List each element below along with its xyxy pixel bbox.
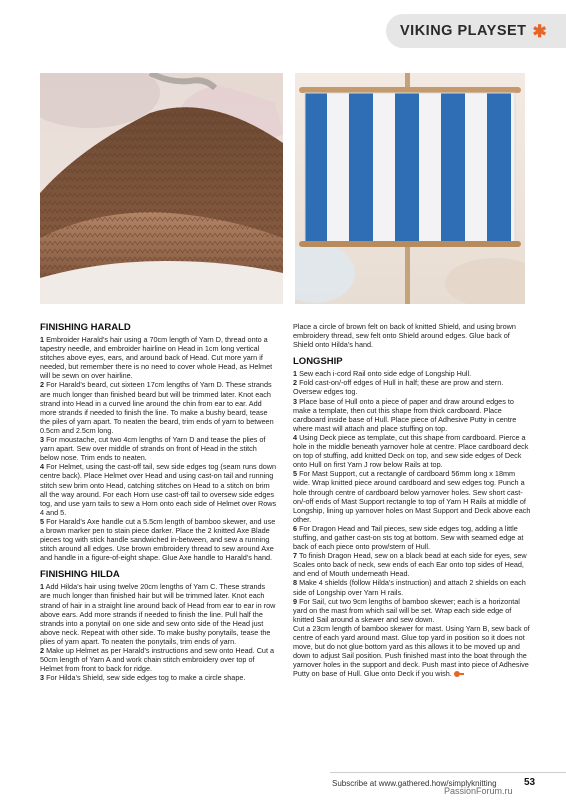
longship-step: 4 Using Deck piece as template, cut this shape from cardboard. Pierce a hole in the middle beneath yarnover hole at centre. Place cardboard deck on top of stuffing, add knitted Deck on top, and sew side edges of Deck onto Hull on first Yarn J row below Rails at top. <box>293 432 529 470</box>
finishing-harald-heading: FINISHING HARALD <box>40 322 131 333</box>
asterisk-icon: ✱ <box>532 21 547 41</box>
longship-step: 2 Fold cast-on/-off edges of Hull in half; these are prow and stern. Oversew edges tog. <box>293 378 504 397</box>
longship-mast-continued: Cut a 23cm length of bamboo skewer for mast. Using Yarn B, sew back of centre of each yard around mast. Glue top yard in position so it does not move, but do not glue bottom yard as this allows it to be moved up and down to adjust Sail position. Push finished mast into the boat through the yarnover holes in the support and deck. Push mast into piece of Adhesive Putty on base of Hull. Glue onto Deck if you wish. <box>293 623 530 679</box>
left-column <box>40 322 277 682</box>
subscribe-link[interactable]: Subscribe at www.gathered.how/simplyknitting <box>332 779 497 788</box>
longship-heading: LONGSHIP <box>293 356 343 368</box>
hilda-step: 3 For Hilda’s Shield, sew side edges tog to make a circle shape. <box>40 673 246 683</box>
section-header-tab <box>386 14 566 48</box>
longship-step: 9 For Sail, cut two 9cm lengths of bamboo skewer; each is a horizontal yard on the mast from which sail will be set. Wrap each side edge of knitted Sail around a skewer and sew down. <box>293 596 520 624</box>
longship-step: 6 For Dragon Head and Tail pieces, sew side edges tog, adding a little stuffing, and gather cast-on sts tog at bottom. Sew with seamed edge at back of each piece onto prow/stern of Hull. <box>293 523 524 552</box>
hilda-shield-continued: Place a circle of brown felt on back of knitted Shield, and using brown embroidery thread, sew felt onto Shield around edges. Glue back of Shield onto Hilda’s hand. <box>293 322 516 350</box>
harald-step: 1 Embroider Harald’s hair using a 70cm length of Yarn D, thread onto a tapestry needle, and embroider hairline on Head in 1cm long vertical stitches above eyes, ears, and around back of Head. Cut more yarn if needed, but remember there is no need to cover whole Head, as Helmet will be sewn on over hairline. <box>40 335 273 381</box>
harald-step: 4 For Helmet, using the cast-off tail, sew side edges tog (seam runs down centre back). Place Helmet over Head and using cast-on tail and running stitch sew brim onto Head, catching stitches on Head to a stitch on brim all the way around. For each Horn use cast-off tail to oversew side edges tog, and use yarn tails to sew a Horn onto each side of Helmet over Rows 4 and 5. <box>40 462 277 517</box>
knitted-sail-photo <box>295 73 525 304</box>
longship-step: 8 Make 4 shields (follow Hilda’s instruction) and attach 2 shields on each side of Longship over Yarn H rails. <box>293 578 526 597</box>
finishing-hilda-heading: FINISHING HILDA <box>40 569 120 581</box>
harald-step: 3 For moustache, cut two 4cm lengths of Yarn D and tease the plies of yarn apart. Sew over middle of strands on front of Head in the stitch below nose. Trim ends to neaten. <box>40 435 266 463</box>
watermark: PassionForum.ru <box>444 786 513 796</box>
knitted-helmet-photo <box>40 73 283 304</box>
right-column <box>293 322 531 678</box>
harald-step: 5 For Harald’s Axe handle cut a 5.5cm length of bamboo skewer, and use a brown marker pen to stain piece darker. Place the 2 knitted Axe Blade pieces tog with stick handle sandwiched in-between, and sew a running stitch around all edges. Use brown embroidery thread to sew around Axe and handle in a figure-of-eight shape. Glue Axe handle to Harald’s hand. <box>40 516 276 563</box>
section-title: VIKING PLAYSET <box>400 23 527 39</box>
hilda-step: 2 Make up Helmet as per Harald’s instructions and sew onto Head. Cut a 50cm length of Yarn A and work chain stitch embroidery over top of Helmet from front to back for ridge. <box>40 646 275 674</box>
longship-step: 7 To finish Dragon Head, sew on a black bead at each side for eyes, sew Scales onto back of neck, sew ends of each Ear onto top sides of Head, and end of Mouth underneath Head. <box>293 551 527 579</box>
longship-step: 1 Sew each i-cord Rail onto side edge of Longship Hull. <box>293 369 472 379</box>
page-number: 53 <box>524 777 536 788</box>
longship-step: 5 For Mast Support, cut a rectangle of cardboard 56mm long x 18mm wide. Wrap knitted piece around cardboard and sew edges tog. Punch a hole through centre of cardboard below yarnover holes. Sew short cast-on/-off ends of Mast Support rectangle to top of Yarn H Rails at middle of Longship, lining up yarnover holes on Mast Support and Deck above each other. <box>293 469 531 524</box>
hilda-step: 1 Add Hilda’s hair using twelve 20cm lengths of Yarn C. These strands are much longer than finished hair but will be trimmed later. Knot each strand of hair in a straight line around back of Head from ear to ear in row above ears. Add more strands if needed to finish the line. Pull half the strands into a ponytail on one side and sew onto side of the Head just above neck. Repeat with other side. To make bushy ponytails, tease the plies of yarn apart. To neaten the ponytails, trim ends of yarn. <box>40 582 276 646</box>
longship-step: 3 Place base of Hull onto a piece of paper and draw around edges to make a template, then cut this shape from thick cardboard. Place cardboard inside base of Hull. Place piece of Adhesive Putty in centre where mast will attach and place stuffing on top. <box>293 396 517 433</box>
footer-divider <box>330 772 566 773</box>
harald-step: 2 For Harald’s beard, cut sixteen 17cm lengths of Yarn D. These strands are much longer than finished beard but will be trimmed later. Knot each strand into Head in a curved line around the chin from ear to ear. Add more strands if needed to finish the line. To make a bushy beard, tease the piles of yarn apart. To neaten the beard, trim ends of yarn to between 0.5cm and 2.5cm long. <box>40 380 274 435</box>
